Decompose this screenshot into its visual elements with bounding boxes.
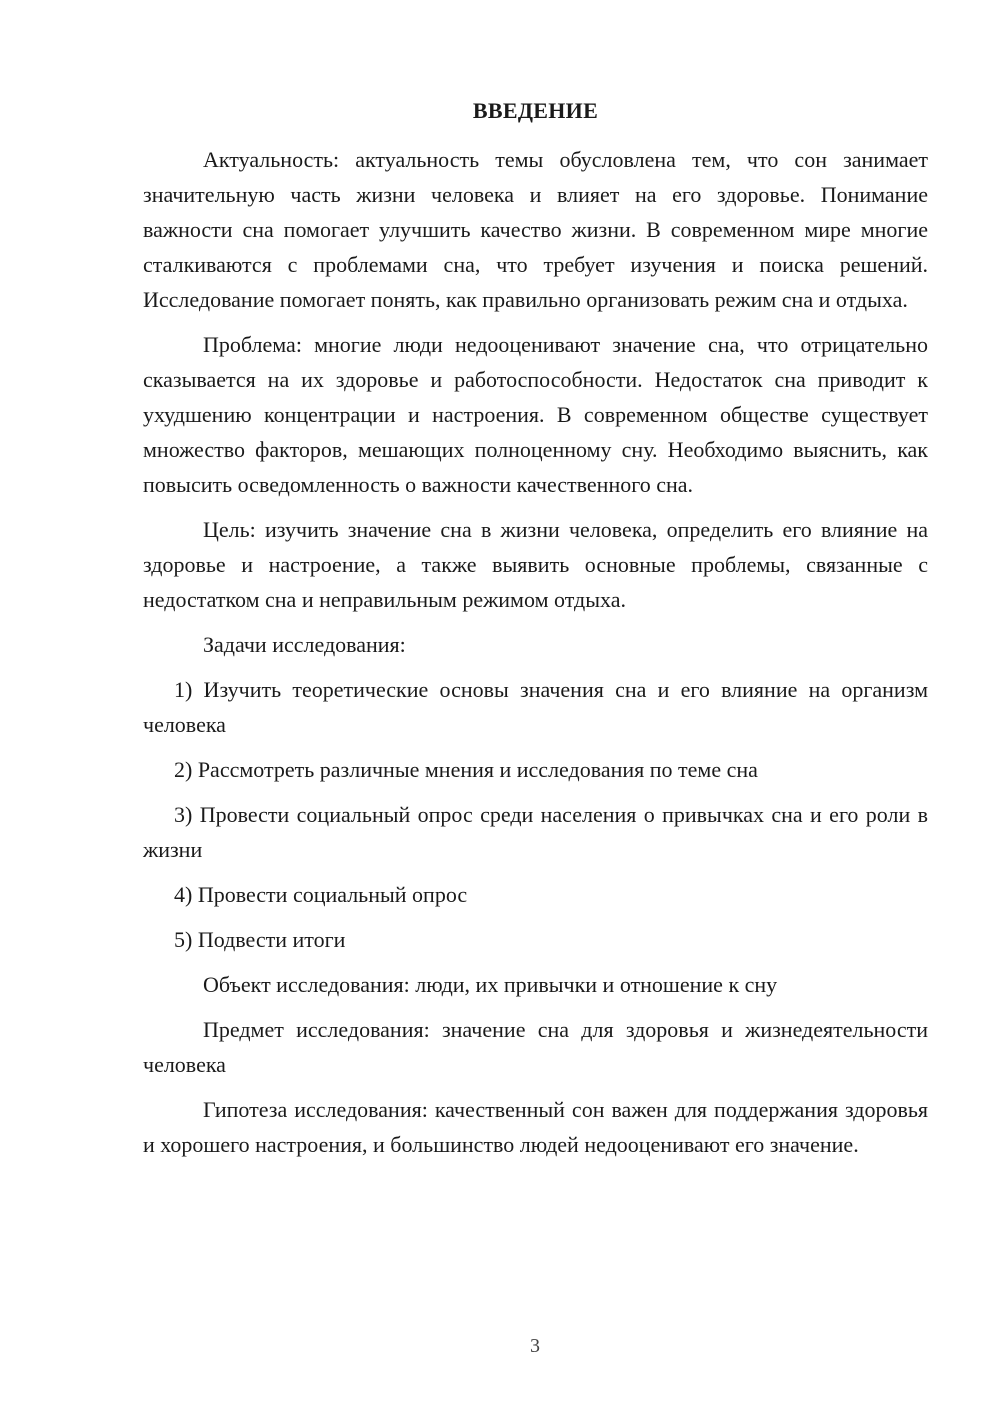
task-item-5: 5) Подвести итоги [174, 927, 346, 952]
paragraph-relevance: Актуальность: актуальность темы обусловлена тем, что сон занимает значительную часть жизни человека и влияет на его здоровье. Понимание важности сна помогает улучшить качество жизни. В современном мире многие сталкиваются с проблемами сна, что требует изучения и поиска решений. Исследование помогает понять, как правильно организовать режим сна и отдыха. [143, 147, 928, 312]
page-number: 3 [530, 1335, 540, 1357]
task-item-2: 2) Рассмотреть различные мнения и исследования по теме сна [174, 757, 758, 782]
paragraph-hypothesis: Гипотеза исследования: качественный сон важен для поддержания здоровья и хорошего настроения, и большинство людей недооценивают его значение. [143, 1097, 928, 1157]
paragraph-subject: Предмет исследования: значение сна для здоровья и жизнедеятельности человека [143, 1017, 928, 1077]
paragraph-object: Объект исследования: люди, их привычки и отношение к сну [203, 972, 778, 997]
document-body [143, 142, 928, 1172]
section-heading: ВВЕДЕНИЕ [472, 98, 599, 123]
task-item-3: 3) Провести социальный опрос среди населения о привычках сна и его роли в жизни [143, 802, 928, 862]
task-item-4: 4) Провести социальный опрос [174, 882, 468, 907]
tasks-title: Задачи исследования: [203, 632, 406, 657]
task-item-1: 1) Изучить теоретические основы значения сна и его влияние на организм человека [143, 677, 928, 737]
paragraph-problem: Проблема: многие люди недооценивают значение сна, что отрицательно сказывается на их здоровье и работоспособности. Недостаток сна приводит к ухудшению концентрации и настроения. В современном обществе существует множество факторов, мешающих полноценному сну. Необходимо выяснить, как повысить осведомленность о важности качественного сна. [143, 332, 928, 497]
paragraph-goal: Цель: изучить значение сна в жизни человека, определить его влияние на здоровье и настроение, а также выявить основные проблемы, связанные с недостатком сна и неправильным режимом отдыха. [143, 517, 928, 612]
